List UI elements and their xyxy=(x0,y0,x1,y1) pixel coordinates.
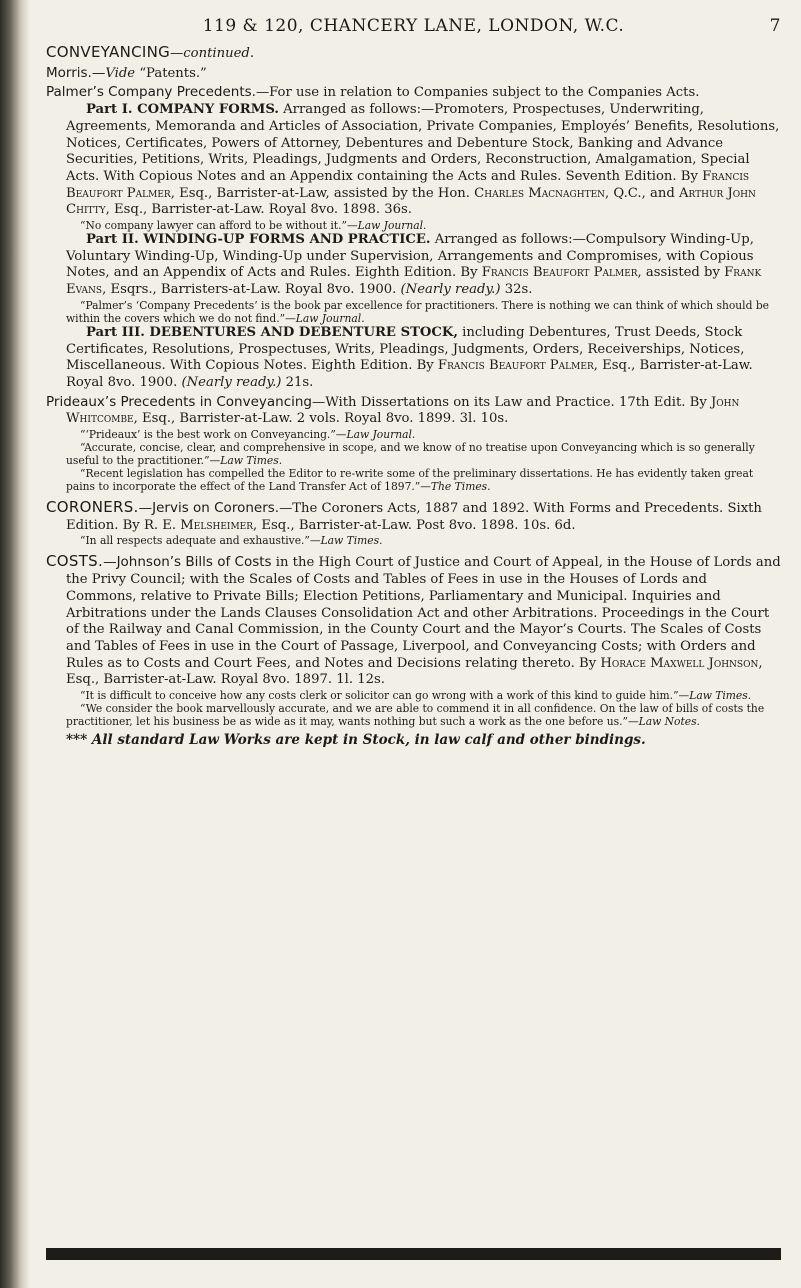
stock-note: *** All standard Law Works are kept in Stock, in law calf and other bindings. xyxy=(66,732,646,749)
section-heading-conveyancing: CONVEYANCING—continued. xyxy=(46,43,255,61)
entry-morris: Morris.—Vide “Patents.” xyxy=(46,64,207,81)
review-quote: “No company lawyer can afford to be without it.”—Law Journal. xyxy=(80,219,427,233)
entry-palmer-part-1: Part I. COMPANY FORMS. Arranged as follows:—Promoters, Prospectuses, Underwriting, Agreements, Memoranda and Articles of Association, Private Companies, Employés’ Benefits, Resolutions, Notices, Certificates, Powers of Attorney, Debentures and Debenture Stock, Banking and Advance Securities, Petitions, Writs, Pleadings, Judgments and Orders, Reconstruction, Amalgamation, Special Acts. With Copious Notes and an Appendix containing the Acts and Rules. Seventh Edition. By Francis Beaufort Palmer, Esq., Barrister-at-Law, assisted by the Hon. Charles Macnaghten, Q.C., and Arthur John Chitty, Esq., Barrister-at-Law. Royal 8vo. 1898. 36s. xyxy=(66,102,780,218)
page-number: 7 xyxy=(769,16,781,36)
review-quote: “We consider the book marvellously accurate, and we are able to commend it in all confidence. On the law of bills of costs the practitioner, let his business be as wide as it may, wants nothing but such a work as the one before us.”—Law Notes. xyxy=(66,702,765,729)
review-quote: “In all respects adequate and exhaustive.”—Law Times. xyxy=(80,534,383,548)
entry-palmer-title: Palmer’s Company Precedents.—For use in relation to Companies subject to the Companies Acts. xyxy=(46,84,700,101)
book-spine-shadow xyxy=(0,0,30,1288)
review-quote: “‘Prideaux’ is the best work on Conveyancing.”—Law Journal. xyxy=(80,428,416,442)
entry-palmer-part-3: Part III. DEBENTURES AND DEBENTURE STOCK, including Debentures, Trust Deeds, Stock Certificates, Resolutions, Prospectuses, Writs, Pleadings, Judgments, Orders, Receiverships, Notices, Miscellaneous. With Copious Notes. Eighth Edition. By Francis Beaufort Palmer, Esq., Barrister-at-Law. Royal 8vo. 1900. (Nearly ready.) 21s. xyxy=(66,324,753,390)
entry-prideaux: Prideaux’s Precedents in Conveyancing—With Dissertations on its Law and Practice. 17th Edit. By John Whitcombe, Esq., Barrister-at-Law. 2 vols. Royal 8vo. 1899. 3l. 10s. xyxy=(46,393,740,427)
entry-costs: COSTS.—Johnson’s Bills of Costs in the High Court of Justice and Court of Appeal, in the House of Lords and the Privy Council; with the Scales of Costs and Tables of Fees in use in the Houses of Lords and Commons, relative to Private Bills; Election Petitions, Parliamentary and Municipal. Inquiries and Arbitrations under the Lands Clauses Consolidation Act and other Arbitrations. Proceedings in the Court of the Railway and Canal Commission, in the County Court and the Mayor’s Courts. The Scales of Costs and Tables of Fees in use in the Court of Passage, Liverpool, and Conveyancing Costs; with Orders and Rules as to Costs and Court Fees, and Notes and Decisions relating thereto. By Horace Maxwell Johnson, Esq., Barrister-at-Law. Royal 8vo. 1897. 1l. 12s. xyxy=(46,552,781,688)
review-quote: “Accurate, concise, clear, and comprehensive in scope, and we know of no treatise upon Conveyancing which is so generally useful to the practitioner.”—Law Times. xyxy=(66,441,755,468)
bottom-rule xyxy=(46,1248,781,1260)
running-head xyxy=(46,16,781,40)
entry-coroners: CORONERS.—Jervis on Coroners.—The Coroners Acts, 1887 and 1892. With Forms and Precedents. Sixth Edition. By R. E. Melsheimer, Esq., Barrister-at-Law. Post 8vo. 1898. 10s. 6d. xyxy=(46,498,762,533)
review-quote: “Recent legislation has compelled the Editor to re-write some of the preliminary dissertations. He has evidently taken great pains to incorporate the effect of the Land Transfer Act of 1897.”—The Times. xyxy=(66,467,754,494)
entry-palmer-part-2: Part II. WINDING-UP FORMS AND PRACTICE. Arranged as follows:—Compulsory Winding-Up, Voluntary Winding-Up, Winding-Up under Supervision, Arrangements and Compromises, with Copious Notes, and an Appendix of Acts and Rules. Eighth Edition. By Francis Beaufort Palmer, assisted by Frank Evans, Esqrs., Barristers-at-Law. Royal 8vo. 1900. (Nearly ready.) 32s. xyxy=(66,232,762,298)
catalogue-body xyxy=(46,44,781,749)
page xyxy=(46,0,781,1288)
review-quote: “It is difficult to conceive how any costs clerk or solicitor can go wrong with a work of this kind to guide him.”—Law Times. xyxy=(80,689,752,703)
running-head-title: 119 & 120, CHANCERY LANE, LONDON, W.C. xyxy=(202,16,625,36)
review-quote: “Palmer’s ‘Company Precedents’ is the book par excellence for practitioners. There is nothing we can think of which should be within the covers which we do not find.”—Law Journal. xyxy=(66,298,769,325)
